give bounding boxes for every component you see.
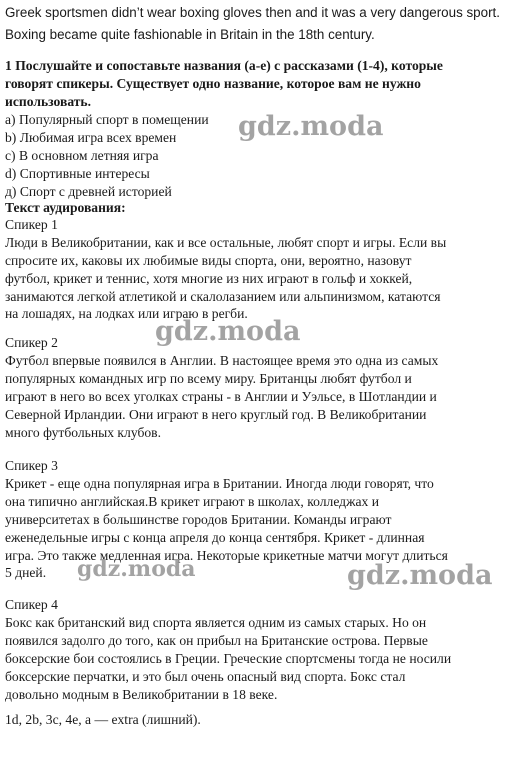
paragraph-line: играют в него во всех уголках страны - в Англии и Уэльсе, в Шотландии и: [5, 389, 437, 404]
task-title-line-1: 1 Послушайте и сопоставьте названия (a-e) с рассказами (1-4), которые: [5, 58, 443, 73]
intro-line-2: Boxing became quite fashionable in Britain in the 18th century.: [5, 27, 375, 42]
paragraph-line: довольно модным в Великобритании в 18 веке.: [5, 687, 278, 702]
speaker-title: Спикер 3: [5, 458, 58, 473]
paragraph-line: Северной Ирландии. Они играют в него круглый год. В Великобритании: [5, 407, 427, 422]
paragraph-line: 5 дней.: [5, 565, 47, 580]
paragraph-line: университетах в большинстве городов Британии. Команды играют: [5, 512, 392, 527]
paragraph-line: она типично английская.В крикет играют в школах, колледжах и: [5, 494, 379, 509]
paragraph-line: появился задолго до того, как он прибыл на Британские острова. Первые: [5, 633, 428, 648]
task-option: a) Популярный спорт в помещении: [5, 112, 209, 127]
task-option: d) Спортивные интересы: [5, 166, 150, 181]
paragraph-line: Крикет - еще одна популярная игра в Британии. Иногда люди говорят, что: [5, 476, 434, 491]
paragraph-line: Бокс как британский вид спорта является одним из самых старых. Но он: [5, 615, 427, 630]
watermark: gdz.moda: [347, 560, 493, 591]
paragraph-line: спросите их, каковы их любимые виды спорта, они, вероятно, назовут: [5, 253, 412, 268]
task-title-line-3: использовать.: [5, 94, 92, 109]
task-title-line-2: говорят спикеры. Существует одно название, которое вам не нужно: [5, 76, 421, 91]
paragraph-line: игра. Это также медленная игра. Некоторые крикетные матчи могут длиться: [5, 548, 448, 563]
speaker-title: Спикер 1: [5, 217, 58, 232]
watermark: gdz.moda: [238, 111, 384, 142]
speaker-title: Спикер 2: [5, 335, 58, 350]
paragraph-line: популярных командных игр по всему миру. Британцы любят футбол и: [5, 371, 412, 386]
speaker-title: Спикер 4: [5, 597, 58, 612]
task-option: b) Любимая игра всех времен: [5, 130, 177, 145]
intro-line-1: Greek sportsmen didn’t wear boxing gloves then and it was a very dangerous sport.: [5, 5, 500, 20]
paragraph-line: боксерские перчатки, и это был очень опасный вид спорта. Бокс стал: [5, 669, 406, 684]
watermark: gdz.moda: [77, 556, 196, 582]
paragraph-line: много футбольных клубов.: [5, 425, 161, 440]
paragraph-line: еженедельные игры с конца апреля до конца сентября. Крикет - длинная: [5, 530, 425, 545]
paragraph-line: Футбол впервые появился в Англии. В настоящее время это одна из самых: [5, 353, 439, 368]
watermark: gdz.moda: [155, 316, 301, 347]
paragraph-line: на лошадях, на лодках или играю в регби.: [5, 306, 248, 321]
paragraph-line: Люди в Великобритании, как и все остальные, любят спорт и игры. Если вы: [5, 235, 447, 250]
task-option: c) В основном летняя игра: [5, 148, 159, 163]
paragraph-line: занимаются легкой атлетикой и скалолазанием или альпинизмом, катаются: [5, 289, 441, 304]
answer-line: 1d, 2b, 3c, 4e, a — extra (лишний).: [5, 712, 201, 727]
listening-heading: Текст аудирования:: [5, 200, 126, 215]
task-option: д) Спорт с древней историей: [5, 184, 172, 199]
paragraph-line: футбол, крикет и теннис, хотя многие из них играют в гольф и хоккей,: [5, 271, 413, 286]
paragraph-line: боксерские бои состоялись в Греции. Греческие спортсмены тогда не носили: [5, 651, 452, 666]
